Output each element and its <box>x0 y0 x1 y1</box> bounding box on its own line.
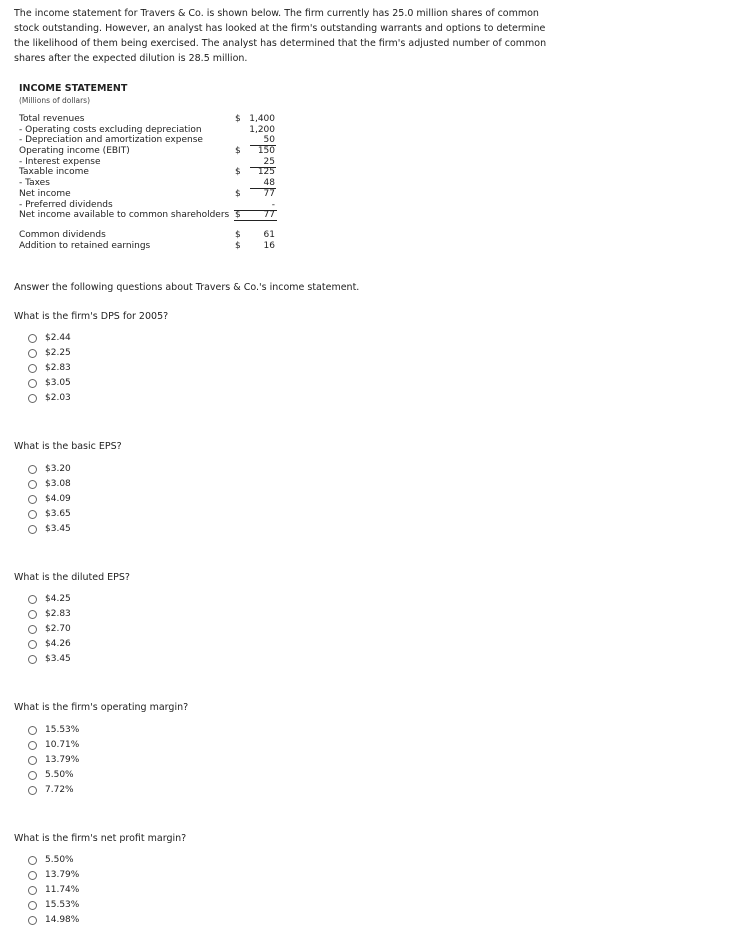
statement-title: INCOME STATEMENT <box>19 83 128 94</box>
answer-options <box>28 723 79 798</box>
statement-row <box>19 114 289 125</box>
row-value: 150 <box>257 146 275 157</box>
option-label: 7.72% <box>45 785 74 795</box>
row-value: 25 <box>263 156 275 167</box>
row-label: Taxable income <box>19 167 89 178</box>
answer-option[interactable] <box>28 391 71 406</box>
answer-options <box>28 592 71 667</box>
statement-row <box>19 157 289 168</box>
statement-row <box>19 125 289 136</box>
radio-button[interactable] <box>28 525 37 534</box>
statement-subtitle: (Millions of dollars) <box>19 96 91 105</box>
statement-row <box>19 200 289 211</box>
row-label: - Depreciation and amortization expense <box>19 135 203 146</box>
answer-options <box>28 462 71 537</box>
row-dollar: $ <box>235 167 241 178</box>
row-label: - Interest expense <box>19 156 101 167</box>
income-statement <box>19 83 289 251</box>
answer-option[interactable] <box>28 723 79 738</box>
radio-button[interactable] <box>28 394 37 403</box>
radio-button[interactable] <box>28 480 37 489</box>
radio-button[interactable] <box>28 625 37 634</box>
row-value: 48 <box>263 178 275 189</box>
question-prompt: What is the firm's DPS for 2005? <box>14 311 169 322</box>
radio-button[interactable] <box>28 640 37 649</box>
row-value: 1,200 <box>249 124 275 135</box>
option-label: $2.03 <box>45 393 71 403</box>
radio-button[interactable] <box>28 364 37 373</box>
question-prompt: What is the firm's net profit margin? <box>14 833 187 844</box>
answer-options <box>28 853 79 928</box>
option-label: $3.08 <box>45 479 71 489</box>
option-label: $2.70 <box>45 624 71 634</box>
answer-option[interactable] <box>28 522 71 537</box>
radio-button[interactable] <box>28 334 37 343</box>
answer-option[interactable] <box>28 753 79 768</box>
radio-button[interactable] <box>28 726 37 735</box>
radio-button[interactable] <box>28 610 37 619</box>
option-label: $4.26 <box>45 639 71 649</box>
radio-button[interactable] <box>28 756 37 765</box>
answer-option[interactable] <box>28 361 71 376</box>
row-value: 16 <box>263 240 275 251</box>
answer-option[interactable] <box>28 637 71 652</box>
answer-option[interactable] <box>28 622 71 637</box>
radio-button[interactable] <box>28 786 37 795</box>
answer-option[interactable] <box>28 592 71 607</box>
row-value: 50 <box>263 135 275 146</box>
option-label: 5.50% <box>45 855 74 865</box>
question-prompt: What is the diluted EPS? <box>14 572 130 583</box>
option-label: $2.83 <box>45 609 71 619</box>
row-dollar: $ <box>235 114 241 124</box>
option-label: 15.53% <box>45 725 80 735</box>
row-label: Common dividends <box>19 229 106 240</box>
statement-row <box>19 210 289 221</box>
statement-row <box>19 241 289 252</box>
row-dollar: $ <box>235 240 241 251</box>
option-label: 13.79% <box>45 755 80 765</box>
statement-row <box>19 230 289 241</box>
option-label: $3.20 <box>45 464 71 474</box>
row-value: - <box>271 199 275 210</box>
option-label: $3.65 <box>45 509 71 519</box>
row-label: Net income <box>19 188 71 199</box>
row-dollar: $ <box>235 229 241 240</box>
radio-button[interactable] <box>28 349 37 358</box>
row-label: Addition to retained earnings <box>19 240 151 251</box>
row-value: 77 <box>263 210 275 221</box>
radio-button[interactable] <box>28 495 37 504</box>
answer-option[interactable] <box>28 607 71 622</box>
answer-option[interactable] <box>28 462 71 477</box>
radio-button[interactable] <box>28 916 37 925</box>
option-label: $3.45 <box>45 654 71 664</box>
answer-option[interactable] <box>28 783 79 798</box>
answer-option[interactable] <box>28 507 71 522</box>
radio-button[interactable] <box>28 595 37 604</box>
radio-button[interactable] <box>28 465 37 474</box>
answer-option[interactable] <box>28 346 71 361</box>
radio-button[interactable] <box>28 856 37 865</box>
row-label: Total revenues <box>19 114 85 124</box>
radio-button[interactable] <box>28 510 37 519</box>
row-label: - Operating costs excluding depreciation <box>19 124 202 135</box>
option-label: $3.45 <box>45 524 71 534</box>
row-dollar: $ <box>235 146 241 157</box>
statement-row <box>19 178 289 189</box>
answer-option[interactable] <box>28 331 71 346</box>
radio-button[interactable] <box>28 379 37 388</box>
radio-button[interactable] <box>28 655 37 664</box>
answer-option[interactable] <box>28 768 79 783</box>
problem-intro: The income statement for Travers & Co. is shown below. The firm currently has 25.0 million shares of common stock outstanding. However, an analyst has looked at the firm's outstanding warrants and options to determine the likelihood of them being exercised. The analyst has determined that the firm's adjusted number of common shares after the expected dilution is 28.5 million. <box>14 8 547 64</box>
answer-option[interactable] <box>28 883 79 898</box>
radio-button[interactable] <box>28 886 37 895</box>
row-label: - Taxes <box>19 178 50 189</box>
statement-row <box>19 189 289 200</box>
row-label: - Preferred dividends <box>19 199 113 210</box>
row-label: Net income available to common shareholders <box>19 210 230 221</box>
row-dollar: $ <box>235 188 241 199</box>
option-label: 11.74% <box>45 885 80 895</box>
option-label: $3.05 <box>45 378 71 388</box>
statement-row <box>19 167 289 178</box>
statement-rows <box>19 114 289 251</box>
row-value: 1,400 <box>249 114 275 124</box>
option-label: $4.09 <box>45 494 71 504</box>
row-value: 61 <box>263 229 275 240</box>
row-label: Operating income (EBIT) <box>19 146 130 157</box>
option-label: 15.53% <box>45 900 80 910</box>
statement-row <box>19 135 289 146</box>
radio-button[interactable] <box>28 901 37 910</box>
option-label: $4.25 <box>45 594 71 604</box>
answer-options <box>28 331 71 406</box>
answer-option[interactable] <box>28 376 71 391</box>
option-label: 14.98% <box>45 915 80 925</box>
radio-button[interactable] <box>28 771 37 780</box>
row-value: 77 <box>263 188 275 199</box>
answer-option[interactable] <box>28 738 79 753</box>
statement-row <box>19 146 289 157</box>
answer-option[interactable] <box>28 868 79 883</box>
answer-option[interactable] <box>28 913 79 928</box>
instructions-text: Answer the following questions about Travers & Co.'s income statement. <box>14 282 360 293</box>
statement-spacer <box>19 221 289 230</box>
radio-button[interactable] <box>28 741 37 750</box>
question-prompt: What is the basic EPS? <box>14 441 122 452</box>
option-label: $2.25 <box>45 348 71 358</box>
answer-option[interactable] <box>28 492 71 507</box>
question-prompt: What is the firm's operating margin? <box>14 702 189 713</box>
option-label: 13.79% <box>45 870 80 880</box>
option-label: $2.44 <box>45 333 71 343</box>
answer-option[interactable] <box>28 652 71 667</box>
row-value: 125 <box>257 167 275 178</box>
option-label: 10.71% <box>45 740 80 750</box>
answer-option[interactable] <box>28 853 79 868</box>
option-label: $2.83 <box>45 363 71 373</box>
answer-option[interactable] <box>28 898 79 913</box>
row-dollar: $ <box>235 210 241 221</box>
answer-option[interactable] <box>28 477 71 492</box>
radio-button[interactable] <box>28 871 37 880</box>
option-label: 5.50% <box>45 770 74 780</box>
